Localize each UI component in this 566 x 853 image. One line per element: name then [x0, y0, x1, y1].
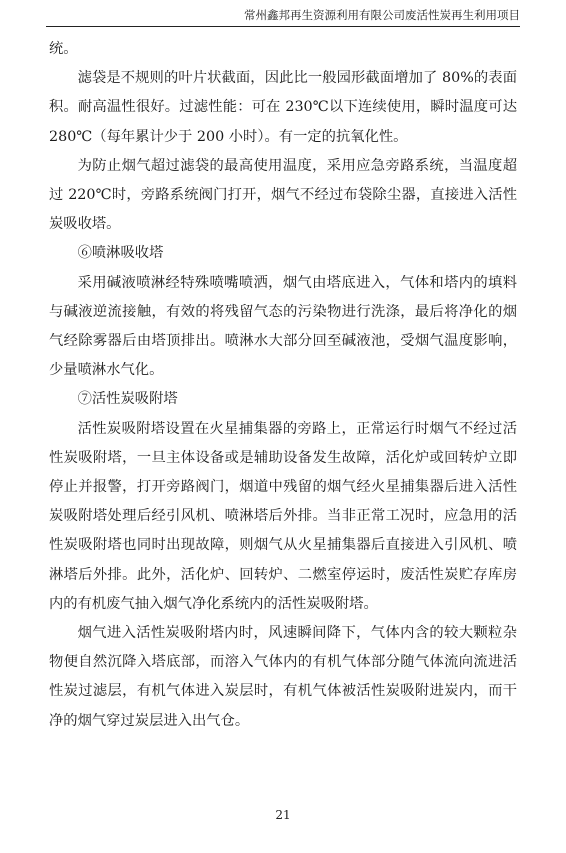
- section-heading: ⑦活性炭吸附塔: [77, 391, 178, 408]
- paragraph: 滤袋是不规则的叶片状截面，因此比一般园形截面增加了 80%的表面积。耐高温性很好。过滤性能：可在 230℃以下连续使用，瞬时温度可达 280℃（每年累计少于 200 小时）。有一定的抗氧化性。: [49, 70, 517, 145]
- header-title: 常州鑫邦再生资源利用有限公司废活性炭再生利用项目: [244, 8, 520, 22]
- page-body: [49, 35, 517, 736]
- page-number: 21: [275, 808, 291, 822]
- paragraph: 统。: [49, 41, 78, 57]
- page-footer: [0, 808, 566, 822]
- section-heading: ⑥喷淋吸收塔: [77, 245, 164, 262]
- paragraph: 采用碱液喷淋经特殊喷嘴喷洒，烟气由塔底进入，气体和塔内的填料与碱液逆流接触，有效的将残留气态的污染物进行洗涤，最后将净化的烟气经除雾器后由塔顶排出。喷淋水大部分回至碱液池，受烟气温度影响，少量喷淋水气化。: [49, 274, 517, 379]
- page-header: [46, 6, 520, 27]
- paragraph: 活性炭吸附塔设置在火星捕集器的旁路上，正常运行时烟气不经过活性炭吸附塔，一旦主体设备或是辅助设备发生故障，活化炉或回转炉立即停止并报警，打开旁路阀门，烟道中残留的烟气经火星捕集器后进入活性炭吸附塔处理后经引风机、喷淋塔后外排。当非正常工况时，应急用的活性炭吸附塔也同时出现故障，则烟气从火星捕集器后直接进入引风机、喷淋塔后外排。此外，活化炉、回转炉、二燃室停运时，废活性炭贮存库房内的有机废气抽入烟气净化系统内的活性炭吸附塔。: [49, 420, 517, 612]
- paragraph: 烟气进入活性炭吸附塔内时，风速瞬间降下，气体内含的较大颗粒杂物便自然沉降入塔底部，而溶入气体内的有机气体部分随气体流向流进活性炭过滤层，有机气体进入炭层时，有机气体被活性炭吸附进炭内，而干净的烟气穿过炭层进入出气仓。: [49, 625, 517, 729]
- paragraph: 为防止烟气超过滤袋的最高使用温度，采用应急旁路系统，当温度超过 220℃时，旁路系统阀门打开，烟气不经过布袋除尘器，直接进入活性炭吸收塔。: [49, 157, 517, 233]
